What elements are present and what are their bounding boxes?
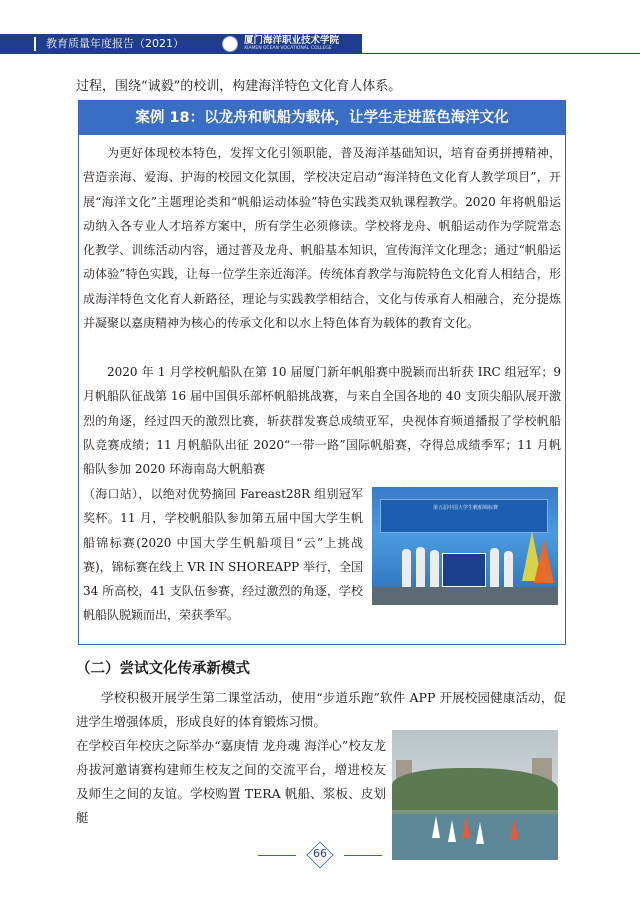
intro-line: 过程，围绕“诚毅”的校训，构建海洋特色文化育人体系。 bbox=[76, 79, 402, 94]
case-paragraph-2: 2020 年 1 月学校帆船队在第 10 届厦门新年帆船赛中脱颖而出斩获 IRC 组冠军；9 月帆船队征战第 16 届中国俱乐部杯帆船挑战赛，与来自全国各地的 40 支顶尖船队展开激烈的角逐，经过四天的激烈比赛，斩获群发赛总成绩亚军，央视体育频道播报了学校帆船队竞赛成绩；11 月帆船队出征 2020“一带一路”国际帆船赛，夺得总成绩季军；11 月帆船队参加 2020 环海南岛大帆船赛 bbox=[83, 365, 561, 477]
small-sail bbox=[476, 822, 484, 844]
trees bbox=[392, 768, 558, 810]
case-paragraph-2-wrap: （海口站），以绝对优势摘回 Fareast28R 组别冠军奖杯。11 月，学校帆船队参加第五届中国大学生帆船锦标赛(2020 中国大学生帆船项目“云”上挑战赛)，锦标赛在线上 VR IN SHOREAPP 举行，全国 34 所高校，41 支队伍参赛，经过激烈的角逐，学校帆船队脱颖而出，荣获季军。 bbox=[83, 487, 364, 623]
header-divider bbox=[34, 37, 36, 51]
page-rule-right bbox=[344, 855, 382, 856]
section2-paragraph-1: 学校积极开展学生第二课堂活动，使用“步道乐跑”软件 APP 开展校园健康活动，促进学生增强体质，形成良好的体育锻炼习惯。 bbox=[76, 690, 566, 729]
team-member bbox=[402, 549, 411, 589]
report-title: 教育质量年度报告（2021） bbox=[46, 37, 184, 50]
team-member bbox=[490, 548, 499, 588]
sailing-team-photo bbox=[372, 487, 558, 605]
case-title: 案例 18：以龙舟和帆船为载体，让学生走进蓝色海洋文化 bbox=[79, 101, 565, 135]
small-sail bbox=[448, 820, 456, 842]
page-number bbox=[300, 843, 340, 867]
photo-banner-text: 第五届中国大学生帆船锦标赛 bbox=[433, 505, 499, 511]
section2-paragraph-2: 在学校百年校庆之际举办“嘉庚情 龙舟魂 海洋心”校友龙舟拔河邀请赛构建师生校友之间的交流平台，增进校友及师生之间的友谊。学校购置 TERA 帆船、浆板、皮划艇 bbox=[76, 738, 386, 825]
lake-water bbox=[392, 814, 558, 860]
team-member bbox=[416, 547, 425, 587]
case-paragraph-1: 为更好体现校本特色，发挥文化引领职能，普及海洋基础知识，培育奋勇拼搏精神，营造亲海、爱海、护海的校园文化氛围，学校决定启动“海洋特色文化育人教学项目”，开展“海洋文化”主题理论类和“帆船运动体验”特色实践类双轨课程教学。2020 年将帆船运动纳入各专业人才培养方案中，所有学生必须修读。学校将龙舟、帆船运动作为学院常态化教学、训练活动内容，通过普及龙舟、帆船基本知识，宣传海洋文化理念；通过“帆船运动体验”特色实践，让每一位学生亲近海洋。传统体育教学与海院特色文化育人相结合，形成海洋特色文化育人新路径，理论与实践教学相结合，文化与传承育人相融合，充分提炼并凝聚以嘉庚精神为核心的传承文化和以水上特色体育为载体的教育文化。 bbox=[83, 146, 561, 331]
page-header bbox=[0, 0, 640, 62]
small-sail bbox=[432, 816, 440, 838]
header-rule bbox=[362, 53, 640, 54]
photo-banner bbox=[380, 499, 548, 533]
section-heading: （二）尝试文化传承新模式 bbox=[76, 660, 250, 677]
photo-ground bbox=[372, 587, 558, 605]
small-sail bbox=[510, 818, 518, 840]
page-number-text: 66 bbox=[313, 847, 327, 860]
small-sail bbox=[462, 816, 470, 838]
team-flag bbox=[442, 553, 486, 587]
school-name-cn: 厦门海洋职业技术学院 bbox=[244, 35, 340, 46]
page-rule-left bbox=[258, 855, 296, 856]
team-member bbox=[504, 551, 513, 591]
school-name-en: XIAMEN OCEAN VOCATIONAL COLLEGE bbox=[244, 46, 332, 51]
school-logo-icon bbox=[222, 36, 238, 52]
sail-orange bbox=[534, 539, 554, 583]
team-member bbox=[430, 550, 439, 590]
dragon-boat-lake-photo bbox=[392, 730, 558, 860]
